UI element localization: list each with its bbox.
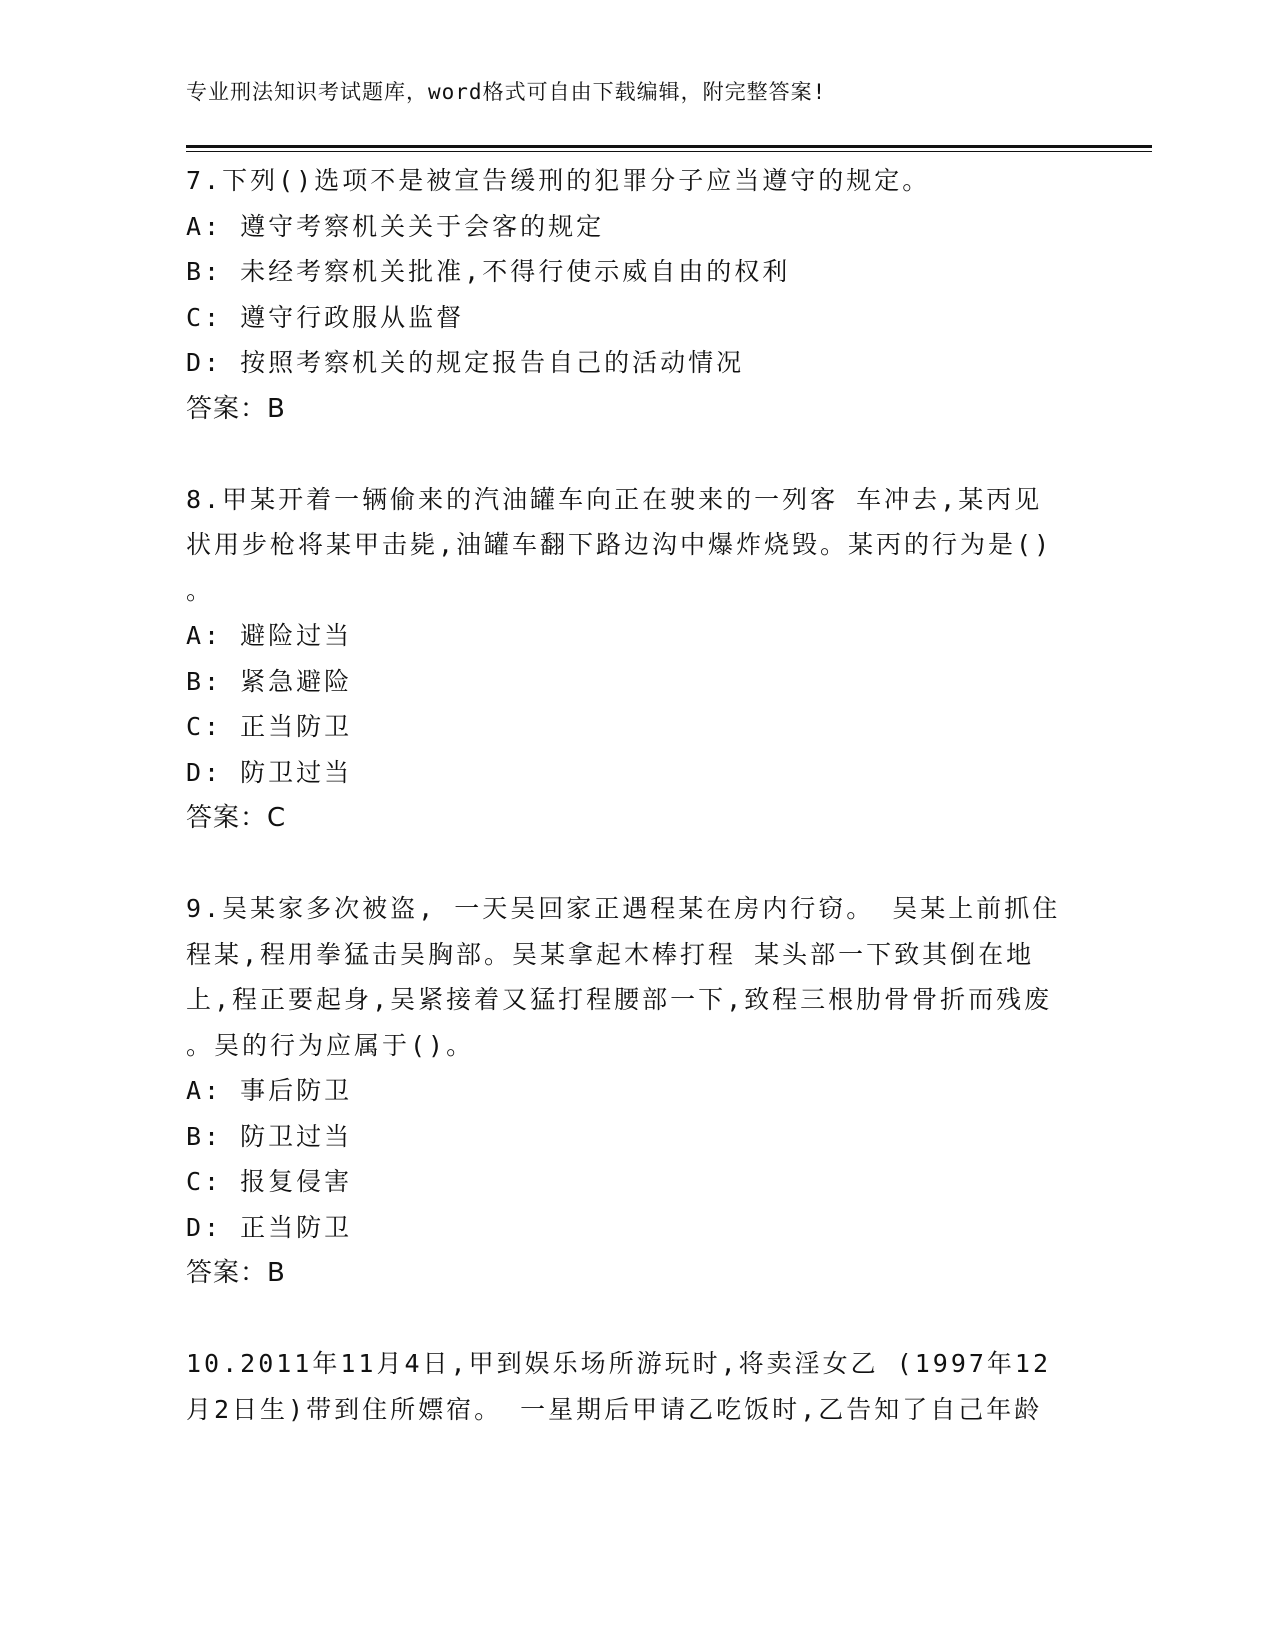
option-c: C: 报复侵害 [186, 1167, 353, 1196]
question-text: 9.吴某家多次被盗, 一天吴回家正遇程某在房内行窃。 吴某上前抓住 [186, 894, 1061, 923]
question-9 [186, 886, 1076, 1296]
question-10 [186, 1341, 1076, 1432]
question-text: 月2日生)带到住所嫖宿。 一星期后甲请乙吃饭时,乙告知了自己年龄 [186, 1394, 1043, 1424]
question-7 [186, 158, 1076, 432]
option-a: A: 事后防卫 [186, 1076, 353, 1105]
question-list [186, 158, 1076, 1477]
option-a: A: 遵守考察机关关于会客的规定 [186, 211, 605, 241]
page-header: 专业刑法知识考试题库，word格式可自由下载编辑，附完整答案! [186, 80, 827, 104]
answer: 答案：B [186, 393, 286, 424]
question-text: 。吴的行为应属于()。 [186, 1030, 475, 1060]
option-d: D: 按照考察机关的规定报告自己的活动情况 [186, 348, 745, 377]
answer: 答案：B [186, 1258, 286, 1288]
question-text: 8.甲某开着一辆偷来的汽油罐车向正在驶来的一列客 车冲去,某丙见 [186, 484, 1043, 514]
option-a: A: 避险过当 [186, 621, 353, 650]
question-text: 上,程正要起身,吴紧接着又猛打程腰部一下,致程三根肋骨骨折而残废 [186, 985, 1053, 1014]
option-b: B: 紧急避险 [186, 666, 353, 696]
option-d: D: 正当防卫 [186, 1212, 353, 1242]
option-b: B: 未经考察机关批准,不得行使示威自由的权利 [186, 257, 791, 286]
answer: 答案：C [186, 803, 287, 833]
option-d: D: 防卫过当 [186, 757, 353, 787]
header-divider [186, 145, 1152, 152]
question-text: 7.下列()选项不是被宣告缓刑的犯罪分子应当遵守的规定。 [186, 166, 931, 195]
question-text: 状用步枪将某甲击毙,油罐车翻下路边沟中爆炸烧毁。某丙的行为是() [186, 530, 1053, 559]
option-c: C: 正当防卫 [186, 712, 353, 741]
question-text: 。 [186, 575, 215, 605]
question-8 [186, 477, 1076, 842]
option-b: B: 防卫过当 [186, 1121, 353, 1151]
question-text: 10.2011年11月4日,甲到娱乐场所游玩时,将卖淫女乙 (1997年12 [186, 1349, 1052, 1378]
question-text: 程某,程用拳猛击吴胸部。吴某拿起木棒打程 某头部一下致其倒在地 [186, 939, 1035, 969]
option-c: C: 遵守行政服从监督 [186, 302, 465, 332]
